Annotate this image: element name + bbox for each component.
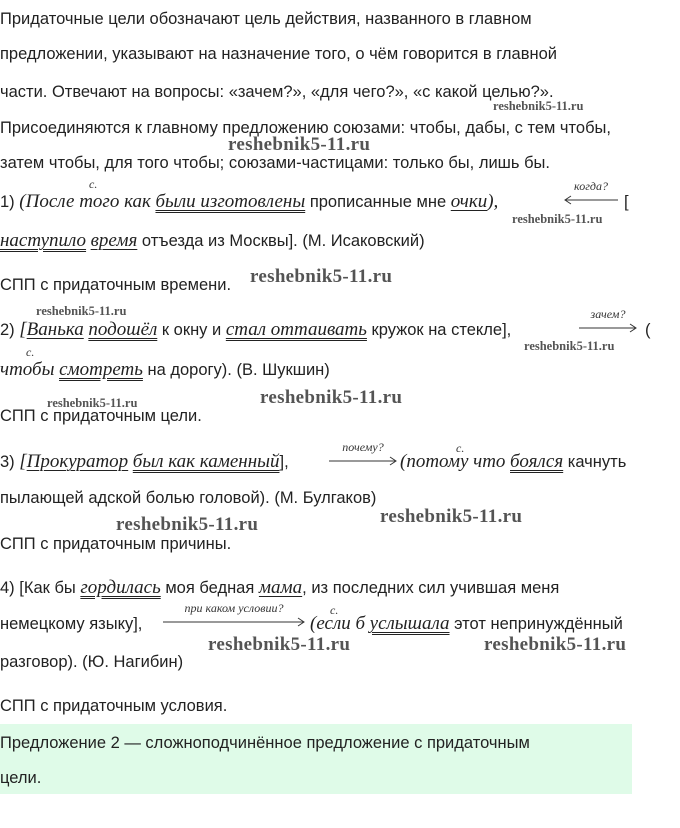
s4-subject: мама: [258, 577, 303, 598]
left-arrow-icon: [563, 180, 619, 210]
s4-question-arrow: [162, 602, 306, 632]
s2-rest-2: на дорогу). (В. Шукшин): [147, 361, 330, 379]
s2-conjunction: чтобы: [0, 359, 55, 380]
s3-predicate: был как каменный: [132, 451, 280, 472]
s3-conjunction: потому что: [406, 451, 506, 472]
watermark: reshebnik5-11.ru: [524, 339, 615, 353]
right-arrow-icon: [328, 441, 398, 471]
s2-predicate-3: смотреть: [59, 359, 143, 380]
watermark: reshebnik5-11.ru: [228, 134, 371, 155]
right-arrow-icon: [162, 602, 306, 632]
watermark: reshebnik5-11.ru: [250, 266, 393, 287]
s2-result: СПП с придаточным цели.: [0, 407, 202, 425]
intro-line-5: затем чтобы, для того чтобы; союзами-частицами: только бы, лишь бы.: [0, 154, 550, 172]
s2-paren: (: [645, 321, 651, 339]
s4-rest-2: этот непринуждённый: [454, 615, 623, 633]
s4-conjunction: если б: [316, 613, 366, 634]
s3-close: ],: [279, 453, 289, 471]
s4-rest: , из последних сил учившая меня: [302, 579, 560, 597]
watermark: reshebnik5-11.ru: [36, 304, 127, 318]
s1-bracket: [: [624, 193, 629, 211]
s1-subject-2: время: [90, 230, 138, 251]
s2-line-1: [0, 320, 511, 340]
s4-predicate-2: услышала: [369, 613, 450, 634]
watermark: reshebnik5-11.ru: [208, 634, 351, 655]
s2-rest: кружок на стекле],: [371, 321, 512, 339]
s4-line-2a: немецкому языку],: [0, 615, 143, 633]
s4-middle: моя бедная: [165, 579, 255, 597]
s1-result: СПП с придаточным времени.: [0, 276, 232, 294]
watermark: reshebnik5-11.ru: [47, 396, 138, 410]
s3-line-1: [0, 452, 289, 472]
s3-subordinate-marker: с.: [456, 441, 465, 455]
intro-line-3: части. Отвечают на вопросы: «зачем?», «для чего?», «с какой целью?».: [0, 83, 554, 101]
s4-paren: (: [310, 613, 317, 634]
s4-line-1: [0, 578, 559, 598]
s4-result: СПП с придаточным условия.: [0, 697, 228, 715]
s1-conjunction: После того как: [25, 191, 151, 212]
s1-rest: отъезда из Москвы]. (М. Исаковский): [141, 232, 425, 250]
s2-question: зачем?: [590, 307, 626, 321]
s1-line-2: [0, 231, 425, 251]
s2-open: [: [19, 319, 27, 340]
s1-close: ),: [487, 191, 499, 212]
intro-line-4: Присоединяются к главному предложению союзами: чтобы, дабы, с тем чтобы,: [0, 119, 611, 137]
s1-open: (: [19, 191, 26, 212]
s2-predicate-1: подошёл: [88, 319, 158, 340]
s2-question-arrow: [578, 308, 638, 338]
s4-question: при каком условии?: [184, 601, 284, 615]
right-arrow-icon: [578, 308, 638, 338]
s3-result: СПП с придаточным причины.: [0, 535, 232, 553]
s1-predicate: были изготовлены: [155, 191, 306, 212]
intro-line-1: Придаточные цели обозначают цель действия, названного в главном: [0, 10, 532, 28]
s3-question-arrow: [328, 441, 398, 471]
s3-paren: (: [400, 451, 407, 472]
s1-question: когда?: [574, 179, 608, 193]
watermark: reshebnik5-11.ru: [512, 212, 603, 226]
s1-question-arrow: [563, 180, 619, 210]
s1-subject: очки: [450, 191, 488, 212]
s2-subject: Ванька: [26, 319, 84, 340]
s3-rest: качнуть: [567, 453, 627, 471]
s3-open: [: [19, 451, 27, 472]
s1-subordinate-marker: с.: [89, 177, 98, 191]
conclusion-line-2: цели.: [0, 769, 42, 787]
s2-line-2: [0, 360, 330, 380]
s2-predicate-2: стал оттаивать: [225, 319, 367, 340]
s1-number: 1): [0, 193, 15, 211]
s4-line-2-tail: [310, 614, 623, 634]
s3-predicate-2: боялся: [510, 451, 564, 472]
s3-question: почему?: [342, 440, 384, 454]
watermark: reshebnik5-11.ru: [493, 99, 584, 113]
conclusion-line-1: Предложение 2 — сложноподчинённое предложение с придаточным: [0, 734, 530, 752]
s3-line-2: пылающей адской болью головой). (М. Булгаков): [0, 489, 377, 507]
intro-line-2: предложении, указывают на назначение того, о чём говорится в главной: [0, 45, 557, 63]
watermark: reshebnik5-11.ru: [116, 514, 259, 535]
watermark: reshebnik5-11.ru: [380, 506, 523, 527]
s3-line-1-tail: [400, 452, 626, 472]
watermark: reshebnik5-11.ru: [484, 634, 627, 655]
s2-number: 2): [0, 321, 15, 339]
s4-line-3: разговор). (Ю. Нагибин): [0, 653, 184, 671]
s4-open: [Как бы: [19, 579, 76, 597]
s4-number: 4): [0, 579, 15, 597]
s4-subordinate-marker: с.: [330, 603, 339, 617]
s1-line-1: [0, 192, 498, 212]
s2-subordinate-marker: с.: [26, 345, 35, 359]
s3-number: 3): [0, 453, 15, 471]
s4-predicate: гордилась: [80, 577, 161, 598]
watermark: reshebnik5-11.ru: [260, 387, 403, 408]
s3-subject: Прокуратор: [26, 451, 129, 472]
s1-middle-text: прописанные мне: [309, 193, 447, 211]
s1-predicate-2: наступило: [0, 230, 87, 251]
s2-middle: к окну и: [161, 321, 222, 339]
